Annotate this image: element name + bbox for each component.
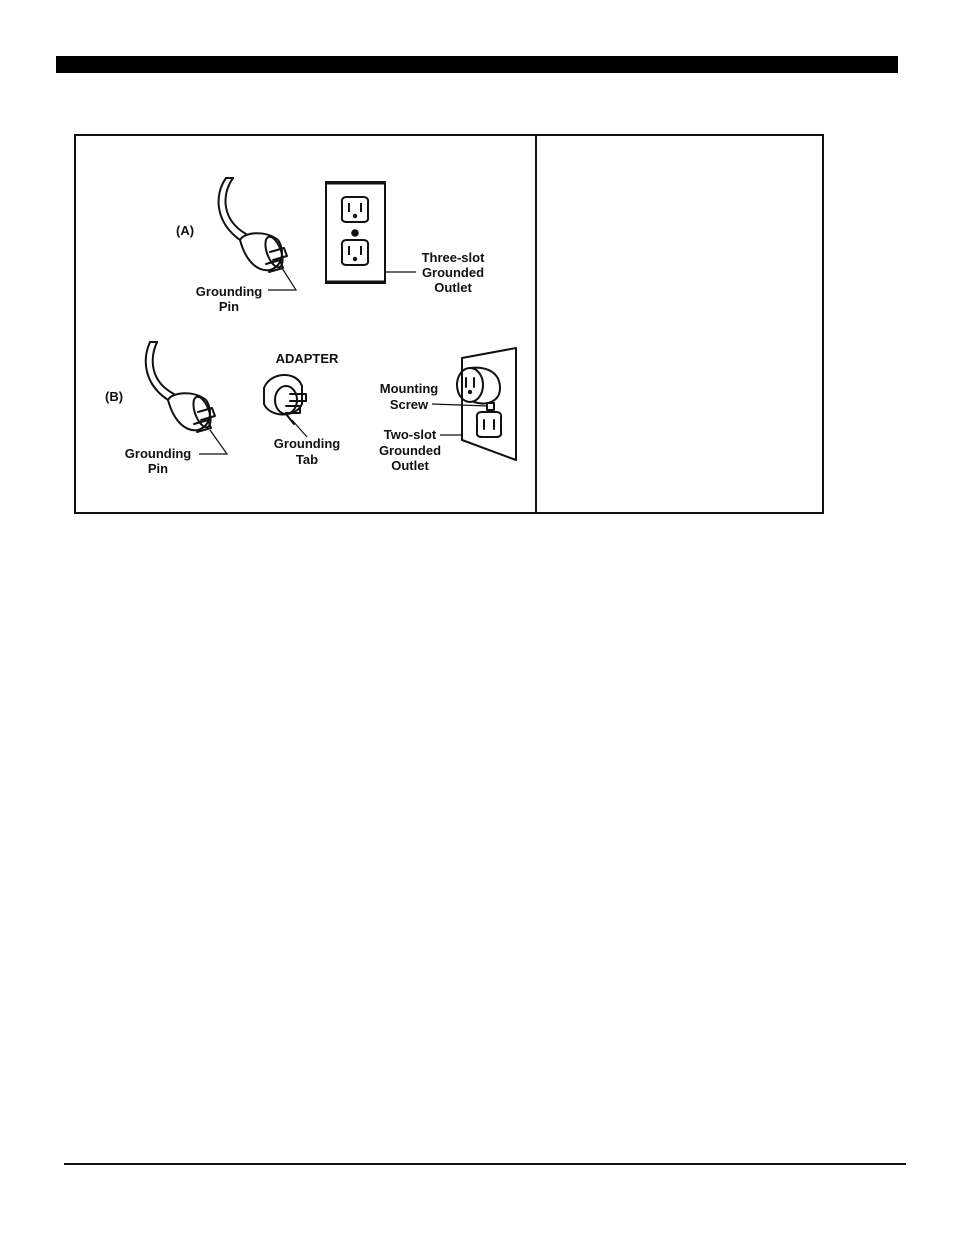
adapter-illustration (264, 375, 306, 424)
grounding-tab-label-line2: Tab (295, 452, 319, 467)
two-slot-outlet-label-line3: Outlet (391, 458, 429, 473)
figure-label-b: (B) (105, 389, 124, 404)
three-prong-plug-b-illustration (146, 342, 215, 432)
grounding-pin-a-label-line1: Grounding (195, 284, 263, 299)
two-slot-outlet-label-line2: Grounded (378, 443, 442, 458)
two-slot-outlet-label-line1: Two-slot (383, 427, 437, 442)
grounding-tab-label-line1: Grounding (273, 436, 341, 451)
two-slot-outlet-illustration (457, 348, 516, 460)
footer-rule (64, 1163, 906, 1165)
mounting-screw-label-line2: Screw (389, 397, 429, 412)
adapter-label: ADAPTER (275, 351, 339, 366)
three-slot-outlet-label-line1: Three-slot (421, 250, 485, 265)
grounding-pin-b-leader (199, 430, 227, 454)
figure-label-a: (A) (176, 223, 195, 238)
grounding-pin-a-label-line2: Pin (218, 299, 240, 314)
grounding-tab-leader (292, 420, 307, 437)
three-slot-outlet-label-line3: Outlet (434, 280, 472, 295)
mounting-screw-label-line1: Mounting (379, 381, 439, 396)
grounding-pin-b-label-line1: Grounding (124, 446, 192, 461)
three-slot-outlet-label-line2: Grounded (421, 265, 485, 280)
three-prong-plug-illustration (219, 178, 287, 272)
grounding-pin-b-label-line2: Pin (147, 461, 169, 476)
three-slot-outlet-illustration (326, 182, 385, 283)
